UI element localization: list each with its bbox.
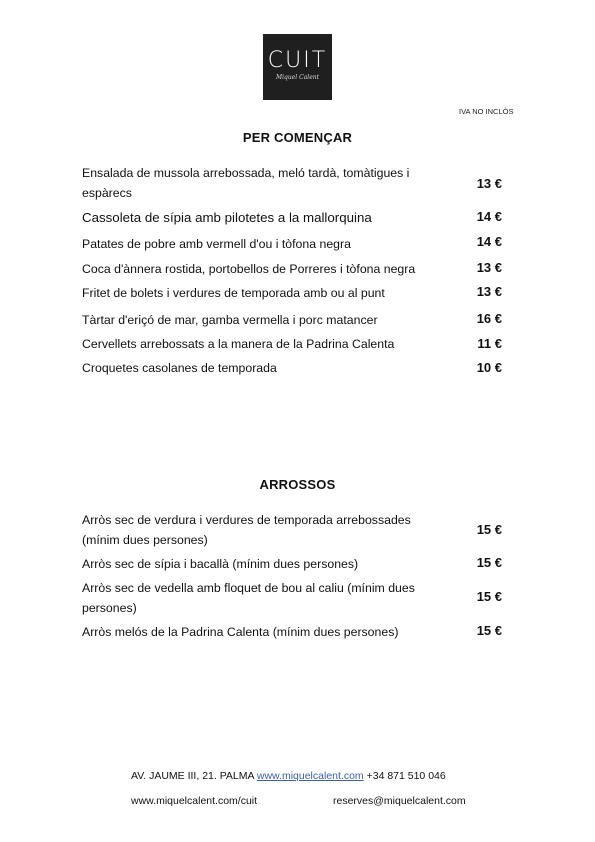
footer-phone: +34 871 510 046 [366, 770, 446, 782]
section-title-arrossos: ARROSSOS [259, 477, 336, 492]
footer-email[interactable]: reserves@miquelcalent.com [333, 795, 466, 807]
menu-item-price: 14 € [476, 234, 502, 249]
menu-item-price: 10 € [476, 360, 502, 375]
menu-item-price: 15 € [476, 623, 502, 638]
footer-address: AV. JAUME III, 21. PALMA [131, 770, 254, 782]
footer-contact-line [131, 770, 446, 782]
menu-item-name: Coca d'ànnera rostida, portobellos de Porreres i tòfona negra [82, 262, 416, 276]
menu-item-name: Cervellets arrebossats a la manera de la Padrina Calenta [82, 337, 395, 351]
menu-item-price: 11 € [477, 336, 502, 351]
tax-note: IVA NO INCLÒS [459, 107, 514, 116]
menu-item-name: Fritet de bolets i verdures de temporada amb ou al punt [82, 286, 385, 300]
menu-item-name: Arròs sec de verdura i verdures de temporada arrebossades (mínim dues persones) [82, 513, 411, 547]
menu-item-name: Arròs melós de la Padrina Calenta (mínim dues persones) [82, 625, 399, 639]
menu-item-name: Arròs sec de vedella amb floquet de bou al caliu (mínim dues persones) [82, 581, 415, 615]
logo-signature: Miquel Calent [275, 74, 320, 81]
menu-item-price: 13 € [476, 260, 502, 275]
menu-item-name: Tàrtar d'eriçó de mar, gamba vermella i porc matancer [82, 313, 378, 327]
menu-item-price: 13 € [476, 176, 502, 191]
footer-cuit-url[interactable]: www.miquelcalent.com/cuit [131, 795, 258, 807]
menu-item-price: 16 € [476, 311, 502, 326]
menu-item-price: 15 € [476, 589, 502, 604]
menu-item-price: 13 € [476, 284, 502, 299]
footer-website-link[interactable]: www.miquelcalent.com [256, 770, 364, 782]
menu-item-name: Cassoleta de sípia amb pilotetes a la mallorquina [82, 210, 372, 225]
menu-item-price: 15 € [476, 555, 502, 570]
menu-item-name: Ensalada de mussola arrebossada, meló tardà, tomàtigues i espàrecs [82, 166, 410, 200]
menu-item-name: Croquetes casolanes de temporada [82, 361, 277, 375]
logo-text: CUIT [267, 48, 328, 73]
menu-item-price: 15 € [476, 522, 502, 537]
section-title-per-comencar: PER COMENÇAR [242, 130, 353, 145]
menu-item-price: 14 € [476, 209, 502, 224]
menu-item-name: Arròs sec de sípia i bacallà (mínim dues persones) [82, 557, 359, 571]
menu-item-name: Patates de pobre amb vermell d'ou i tòfona negra [82, 237, 351, 251]
cuit-logo [263, 34, 332, 100]
